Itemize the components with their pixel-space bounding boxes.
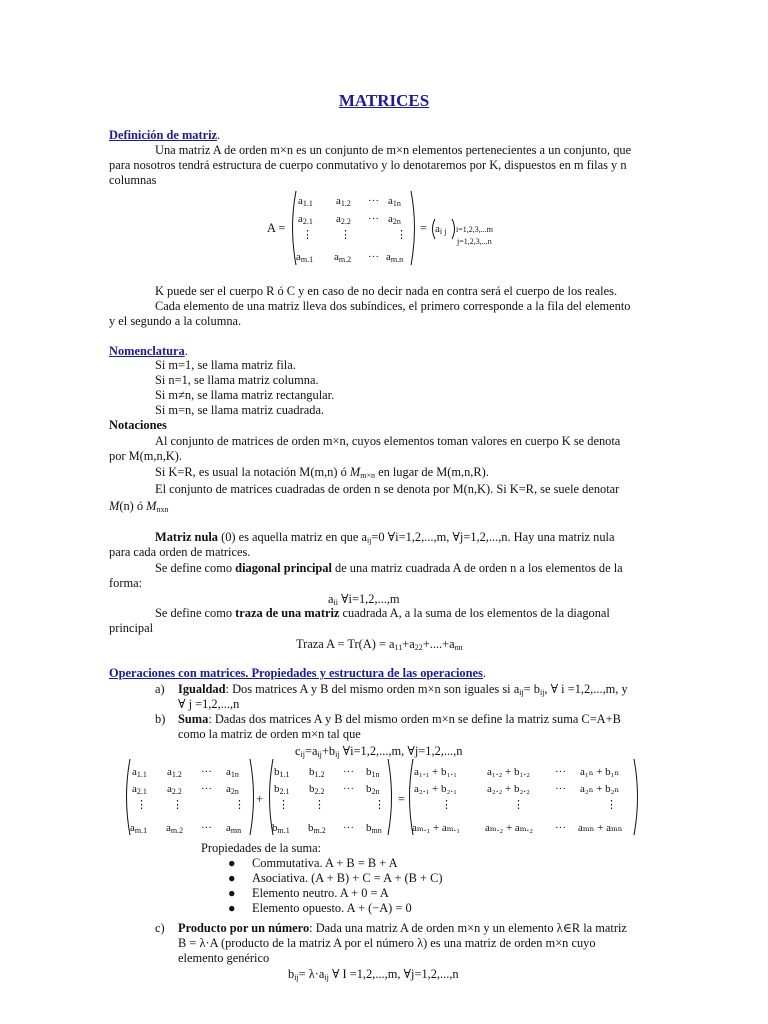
- definition-line-2: para nosotros tendrá estructura de cuerpo conmutativo y lo denotaremos por K, dispuestos en m filas y n: [109, 158, 627, 172]
- matC-cell: a₁ₙ + b₁ₙ: [580, 766, 620, 778]
- nomenclature-item: Si m≠n, se llama matriz rectangular.: [155, 388, 335, 402]
- mat1-cell: $a_{m.1}$: [296, 251, 314, 264]
- sum-equals: =: [398, 792, 405, 806]
- mat1-cell: $a_{1.1}$: [298, 195, 313, 208]
- matC-cell: a₂.₁ + b₂.₁: [414, 783, 457, 795]
- bullet-icon: ●: [228, 856, 236, 870]
- matA-cell: $a_{m.2}$: [166, 822, 184, 835]
- mat1-cell: $a_{2.2}$: [336, 213, 351, 226]
- list-item: ● Elemento neutro. A + 0 = A: [228, 886, 389, 900]
- sum-properties-list: [228, 856, 443, 916]
- matC-cdots: ···: [555, 766, 566, 778]
- nomenclature-item: Si n=1, se llama matriz columna.: [155, 373, 319, 387]
- definition-line-3: columnas: [109, 173, 157, 187]
- matC-right-paren: [632, 758, 642, 836]
- trace-line2: principal: [109, 621, 154, 635]
- matC-cell: a₂ₙ + b₂ₙ: [580, 783, 620, 795]
- nomenclature-item: Si m=n, se llama matriz cuadrada.: [155, 403, 325, 417]
- matA-cdots: ···: [201, 783, 212, 795]
- matC-cell: a₁.₁ + b₁.₁: [414, 766, 457, 778]
- matA-vdots: ⋮: [234, 799, 245, 811]
- paragraph-subindices-1: Cada elemento de una matriz lleva dos subíndices, el primero corresponde a la fila del elemento: [155, 299, 631, 313]
- matA-cell: $a_{2n}$: [226, 783, 239, 796]
- aij-element: $a_{i j}$: [435, 223, 447, 236]
- paragraph-field: K puede ser el cuerpo R ó C y en caso de no decir nada en contra será el cuerpo de los reales.: [155, 284, 618, 298]
- operations-heading: Operaciones con matrices. Propiedades y estructura de las operaciones.: [109, 666, 486, 680]
- mat1-cell: $a_{m.2}$: [334, 251, 352, 264]
- bullet-icon: ●: [228, 901, 236, 915]
- page-title: MATRICES: [338, 91, 430, 110]
- matB-cell: $b_{m.2}$: [308, 822, 326, 835]
- nomenclature-heading: Nomenclatura.: [109, 344, 188, 358]
- op-a-line2: ∀ j =1,2,...,n: [178, 697, 240, 711]
- notations-p3-line2: M(n) ó $M_{nxn}$: [109, 499, 169, 514]
- matC-cell: aₘₙ + aₘₙ: [578, 822, 623, 834]
- matB-cell: $b_{2n}$: [366, 783, 380, 796]
- matA-cell: $a_{1.2}$: [167, 766, 182, 779]
- mat1-cdots: ···: [368, 195, 379, 207]
- matB-vdots: ⋮: [374, 799, 385, 811]
- matB-cell: $b_{1n}$: [366, 766, 380, 779]
- matB-cdots: ···: [343, 766, 354, 778]
- matA-cell: $a_{1.1}$: [132, 766, 147, 779]
- matC-cell: a₁.₂ + b₁.₂: [487, 766, 530, 778]
- matC-cell: aₘ.₂ + aₘ.₂: [485, 822, 534, 834]
- matC-cdots: ···: [555, 822, 566, 834]
- op-c-formula: $b_{ij}= \lambda\cdot a_{ij}$ ∀ I =1,2,...,m, ∀j=1,2,...,n: [288, 967, 459, 982]
- matB-cdots: ···: [343, 822, 354, 834]
- matB-cell: $b_{2.1}$: [274, 783, 290, 796]
- sum-properties-heading: Propiedades de la suma:: [201, 841, 322, 855]
- matB-cell: $b_{1.1}$: [274, 766, 290, 779]
- op-b-line1: Suma: Dadas dos matrices A y B del mismo orden m×n se define la matriz suma C=A+B: [178, 712, 621, 726]
- matrix-equals: =: [420, 221, 427, 235]
- op-c-line1: Producto por un número: Dada una matriz A de orden m×n y un elemento λ∈R la matriz: [178, 921, 627, 935]
- matA-cell: $a_{m.1}$: [130, 822, 148, 835]
- sum-plus: +: [256, 792, 263, 806]
- op-a-label: a): [155, 682, 165, 696]
- matB-vdots: ⋮: [278, 799, 289, 811]
- matB-cell: $b_{mn}$: [366, 822, 382, 835]
- matB-cell: $b_{m.1}$: [272, 822, 290, 835]
- paragraph-subindices-2: y el segundo a la columna.: [109, 314, 242, 328]
- mat1-cell: $a_{1n}$: [388, 195, 401, 208]
- op-c-line3: elemento genérico: [178, 951, 270, 965]
- mat1-cell: $a_{m.n}$: [386, 251, 404, 264]
- matA-cdots: ···: [201, 766, 212, 778]
- matB-right-paren: [386, 758, 396, 836]
- notations-heading: Notaciones: [109, 418, 167, 432]
- diagonal-line2: forma:: [109, 576, 143, 590]
- op-a-line1: Igualdad: Dos matrices A y B del mismo orden m×n son iguales si $a_{ij}= b_{ij}$, ∀ i =1,2,...,m, y: [178, 682, 628, 697]
- matC-vdots: ⋮: [606, 799, 617, 811]
- mat1-vdots: ⋮: [340, 229, 351, 241]
- list-item: ● Elemento opuesto. A + (−A) = 0: [228, 901, 412, 915]
- mat1-vdots: ⋮: [302, 229, 313, 241]
- bullet-icon: ●: [228, 886, 236, 900]
- list-item: ● Commutativa. A + B = B + A: [228, 856, 398, 870]
- notations-p1-line2: por M(m,n,K).: [109, 449, 182, 463]
- op-b-formula: $c_{ij}=a_{ij}+b_{ij}$ ∀i=1,2,...,m, ∀j=1,2,...,n: [295, 744, 463, 759]
- matB-cell: $b_{2.2}$: [309, 783, 325, 796]
- list-item: ● Asociativa. (A + B) + C = A + (B + C): [228, 871, 443, 885]
- matrix-lhs: A =: [267, 221, 286, 235]
- notations-p2: Si K=R, es usual la notación M(m,n) ó $M_{m\times n}$ en lugar de M(m,n,R).: [155, 465, 489, 480]
- mat1-cell: $a_{2.1}$: [298, 213, 313, 226]
- matrix-right-paren: [409, 190, 419, 266]
- matC-cell: aₘ.₁ + aₘ.₁: [412, 822, 461, 834]
- matA-cell: $a_{1n}$: [226, 766, 239, 779]
- definition-heading: Definición de matriz.: [109, 128, 221, 142]
- op-b-label: b): [155, 712, 166, 726]
- matA-cell: $a_{mn}$: [226, 822, 242, 835]
- matC-cdots: ···: [555, 783, 566, 795]
- matB-cell: $b_{1.2}$: [309, 766, 325, 779]
- op-c-line2: B = λ·A (producto de la matriz A por el número λ) es una matriz de orden m×n cuyo: [178, 936, 596, 950]
- matC-cell: a₂.₂ + b₂.₂: [487, 783, 530, 795]
- diagonal-line1: Se define como diagonal principal de una matriz cuadrada A de orden n a los elementos de la: [155, 561, 623, 575]
- null-matrix-line1: Matriz nula (0) es aquella matriz en que $a_{ij}=0$ ∀i=1,2,...,m, ∀j=1,2,...,n. Hay una matriz nula: [155, 530, 615, 545]
- mat1-cdots: ···: [368, 251, 379, 263]
- op-c-label: c): [155, 921, 165, 935]
- aij-range-j: j=1,2,3,...n: [457, 237, 492, 246]
- matB-cdots: ···: [343, 783, 354, 795]
- trace-formula: Traza $A = Tr(A) = a_{11}+a_{22}+....+a_{nn}$: [296, 637, 463, 652]
- notations-p1-line1: Al conjunto de matrices de orden m×n, cuyos elementos toman valores en cuerpo K se denota: [155, 434, 621, 448]
- diagonal-formula: $a_{ii}$ ∀i=1,2,...,m: [328, 592, 400, 607]
- mat1-vdots: ⋮: [396, 229, 407, 241]
- notations-p3-line1: El conjunto de matrices cuadradas de orden n se denota por M(n,K). Si K=R, se suele denotar: [155, 482, 620, 496]
- matA-cell: $a_{2.2}$: [167, 783, 182, 796]
- matC-vdots: ⋮: [441, 799, 452, 811]
- null-matrix-line2: para cada orden de matrices.: [109, 545, 251, 559]
- bullet-icon: ●: [228, 871, 236, 885]
- mat1-cell: $a_{2n}$: [388, 213, 401, 226]
- matC-vdots: ⋮: [513, 799, 524, 811]
- nomenclature-item: Si m=1, se llama matriz fila.: [155, 358, 296, 372]
- mat1-cell: $a_{1.2}$: [336, 195, 351, 208]
- aij-range-i: i=1,2,3,...m: [456, 225, 493, 234]
- op-b-line2: como la matriz de orden m×n tal que: [178, 727, 361, 741]
- mat1-cdots: ···: [368, 213, 379, 225]
- matA-cdots: ···: [201, 822, 212, 834]
- matB-vdots: ⋮: [314, 799, 325, 811]
- matA-vdots: ⋮: [136, 799, 147, 811]
- definition-line-1: Una matriz A de orden m×n es un conjunto de m×n elementos pertenecientes a un conjunto, que: [155, 143, 632, 157]
- matA-cell: $a_{2.1}$: [132, 783, 147, 796]
- matA-vdots: ⋮: [172, 799, 183, 811]
- trace-line1: Se define como traza de una matriz cuadrada A, a la suma de los elementos de la diagonal: [155, 606, 610, 620]
